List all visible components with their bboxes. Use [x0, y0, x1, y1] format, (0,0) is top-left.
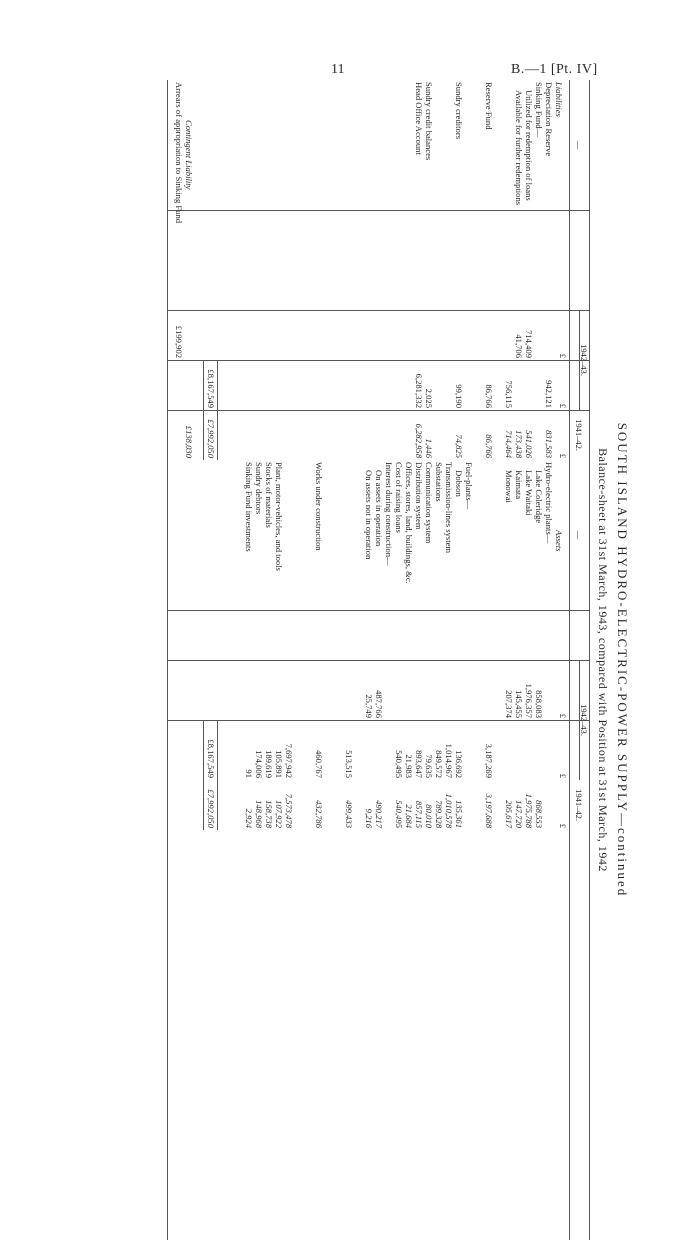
rule-col-1: [168, 210, 590, 211]
subtotal-1942: 7,573,478: [284, 793, 294, 828]
sinking-fund-label: Sinking Fund—: [534, 82, 544, 138]
sundry-credit-balances-label: Sundry credit balances: [424, 82, 434, 161]
sinking-fund-prior-b: 173,438: [514, 430, 524, 458]
hydro-total-1943: 3,187,269: [484, 743, 494, 778]
substations-label: Substations: [434, 462, 444, 502]
reserve-fund-1943: 86,766: [484, 384, 494, 408]
lake-waitaki-label: Lake Waitaki: [524, 470, 534, 516]
contingent-heading: Contingent Liability: [184, 120, 194, 190]
not-operation-1943: 25,749: [364, 694, 374, 718]
kaimata-1942: 147,720: [514, 800, 524, 828]
arrears-1943: £199,902: [174, 325, 184, 358]
works-1942: 432,786: [314, 800, 324, 828]
hydro-total-1942: 3,197,688: [484, 793, 494, 828]
sinking-fund-prior-a: 541,026: [524, 430, 534, 458]
lake-waitaki-1943: 1,976,357: [524, 683, 534, 718]
plant-motor-1943: 105,891: [274, 750, 284, 778]
debtors-1943: 174,006: [254, 750, 264, 778]
on-operation-1943: 487,766: [374, 690, 384, 718]
col-header-1943-left: 1942–43.: [579, 344, 589, 376]
rule-col-5: [168, 610, 590, 611]
currency-symbol: £: [558, 823, 568, 828]
sundry-creditors-1942: 74,825: [454, 434, 464, 458]
communication-1943: 79,635: [424, 754, 434, 778]
head-office-account-label: Head Office Account: [414, 82, 424, 155]
sundry-credit-balances-1943: 2,025: [424, 388, 434, 408]
works-label: Works under construction: [314, 462, 324, 551]
rule-total-left: [217, 360, 218, 460]
col-header-liabilities: —: [574, 140, 584, 150]
transmission-1943: 1,014,967: [444, 743, 454, 778]
substations-1942: 789,328: [434, 800, 444, 828]
currency-symbol: £: [558, 453, 568, 458]
sinking-fund-total-1943: 756,115: [504, 380, 514, 408]
currency-symbol: £: [558, 403, 568, 408]
currency-symbol: £: [558, 773, 568, 778]
liabilities-heading: Liabilities: [554, 82, 564, 117]
distribution-1942: 857,115: [414, 800, 424, 828]
interest-total-1943: 513,515: [344, 750, 354, 778]
cost-loans-1942: 540,495: [394, 800, 404, 828]
available-label: Available for further redemptions: [514, 90, 524, 206]
arrears-1942: £138,030: [184, 425, 194, 458]
assets-total-1942: £7,992,050: [206, 789, 216, 828]
utilized-label: Utilized for redemption of loans: [524, 90, 534, 201]
dobson-1942: 135,361: [454, 800, 464, 828]
interest-total-1942: 499,433: [344, 800, 354, 828]
liabilities-total-1942: £7,992,050: [206, 419, 216, 458]
assets-heading: Assets: [554, 530, 564, 552]
debtors-1942: 148,968: [254, 800, 264, 828]
stocks-label: Stocks of materials: [264, 462, 274, 528]
head-office-account-1943: 6,281,332: [414, 373, 424, 408]
currency-symbol: £: [558, 353, 568, 358]
depreciation-reserve-1943: 942,121: [544, 380, 554, 408]
lake-coleridge-label: Lake Coleridge: [534, 470, 544, 524]
col-header-1942-right: 1941–42.: [574, 789, 584, 821]
kaimata-label: Kaimata: [514, 470, 524, 500]
reserve-fund-1942: 86,766: [484, 434, 494, 458]
sundry-credit-balances-1942: 1,446: [424, 438, 434, 458]
cost-loans-label: Cost of raising loans: [394, 462, 404, 533]
offices-1942: 21,684: [404, 804, 414, 828]
lake-waitaki-1942: 1,975,788: [524, 793, 534, 828]
lake-coleridge-1943: 858,083: [534, 690, 544, 718]
stocks-1942: 158,738: [264, 800, 274, 828]
communication-label: Communication system: [424, 462, 434, 544]
distribution-label: Distribution system: [414, 462, 424, 530]
substations-1943: 849,572: [434, 750, 444, 778]
page-subtitle: Balance-sheet at 31st March, 1943, compared with Position at 31st March, 1942: [596, 448, 610, 872]
on-operation-label: On assets in operation: [374, 470, 384, 547]
lake-coleridge-1942: 868,553: [534, 800, 544, 828]
page-title: SOUTH ISLAND HYDRO-ELECTRIC-POWER SUPPLY—continued: [615, 422, 630, 898]
dobson-label: Dobson: [454, 470, 464, 497]
currency-symbol: £: [558, 713, 568, 718]
rule-total-right-under: [203, 720, 204, 830]
stocks-1943: 189,619: [264, 750, 274, 778]
monowai-1942: 205,617: [504, 800, 514, 828]
on-operation-1942: 490,217: [374, 800, 384, 828]
dobson-1943: 136,692: [454, 750, 464, 778]
transmission-label: Transmission-lines system: [444, 462, 454, 554]
plant-motor-label: Plant, motor-vehicles, and tools: [274, 462, 284, 571]
sinking-invest-1942: 2,924: [244, 808, 254, 828]
page-number: 11: [331, 62, 345, 77]
sundry-creditors-label: Sundry creditors: [454, 82, 464, 140]
interest-heading: Interest during construction—: [384, 462, 394, 566]
arrears-label: Arrears of appropriation to Sinking Fund: [174, 82, 184, 224]
liabilities-total-1943: £8,167,549: [206, 369, 216, 408]
transmission-1942: 1,010,578: [444, 793, 454, 828]
subtotal-1943: 7,697,942: [284, 743, 294, 778]
plant-motor-1942: 107,922: [274, 800, 284, 828]
cost-loans-1943: 540,495: [394, 750, 404, 778]
debtors-label: Sundry debtors: [254, 462, 264, 515]
utilized-value: 714,409: [524, 330, 534, 358]
rule-total-left-under: [203, 360, 204, 460]
kaimata-1943: 145,455: [514, 690, 524, 718]
offices-label: Offices, stores, land, buildings, &c.: [404, 462, 414, 584]
fuel-heading: Fuel-plants—: [464, 462, 474, 510]
document-code: B.—1 [Pt. IV]: [511, 62, 598, 77]
available-value: 41,706: [514, 334, 524, 358]
hydro-heading: Hydro-electric plants—: [544, 462, 554, 544]
communication-1942: 80,010: [424, 804, 434, 828]
works-1943: 460,767: [314, 750, 324, 778]
reserve-fund-label: Reserve Fund: [484, 82, 494, 130]
sinking-invest-label: Sinking Fund investments: [244, 462, 254, 552]
col-header-assets: —: [574, 530, 584, 540]
head-office-account-1942: 6,282,958: [414, 423, 424, 458]
distribution-1943: 893,647: [414, 750, 424, 778]
balance-sheet-landscape: [120, 80, 630, 1240]
monowai-label: Monowai: [504, 470, 514, 503]
rule-col-3: [168, 360, 590, 361]
offices-1943: 21,983: [404, 754, 414, 778]
depreciation-reserve-label: Depreciation Reserve: [544, 82, 554, 157]
col-header-1943-right: 1942–43.: [579, 704, 589, 736]
rule-total-right: [217, 720, 218, 830]
sinking-invest-1943: 91: [244, 769, 254, 778]
rule-col-7: [168, 720, 590, 721]
not-operation-label: On assets not in operation: [364, 470, 374, 560]
sinking-fund-total-1942: 714,464: [504, 430, 514, 458]
depreciation-reserve-1942: 831,583: [544, 430, 554, 458]
not-operation-1942: 9,216: [364, 808, 374, 828]
col-header-1942-left: 1941–42.: [574, 419, 584, 451]
sundry-creditors-1943: 99,190: [454, 384, 464, 408]
assets-total-1943: £8,167,549: [206, 739, 216, 778]
monowai-1943: 207,374: [504, 690, 514, 718]
